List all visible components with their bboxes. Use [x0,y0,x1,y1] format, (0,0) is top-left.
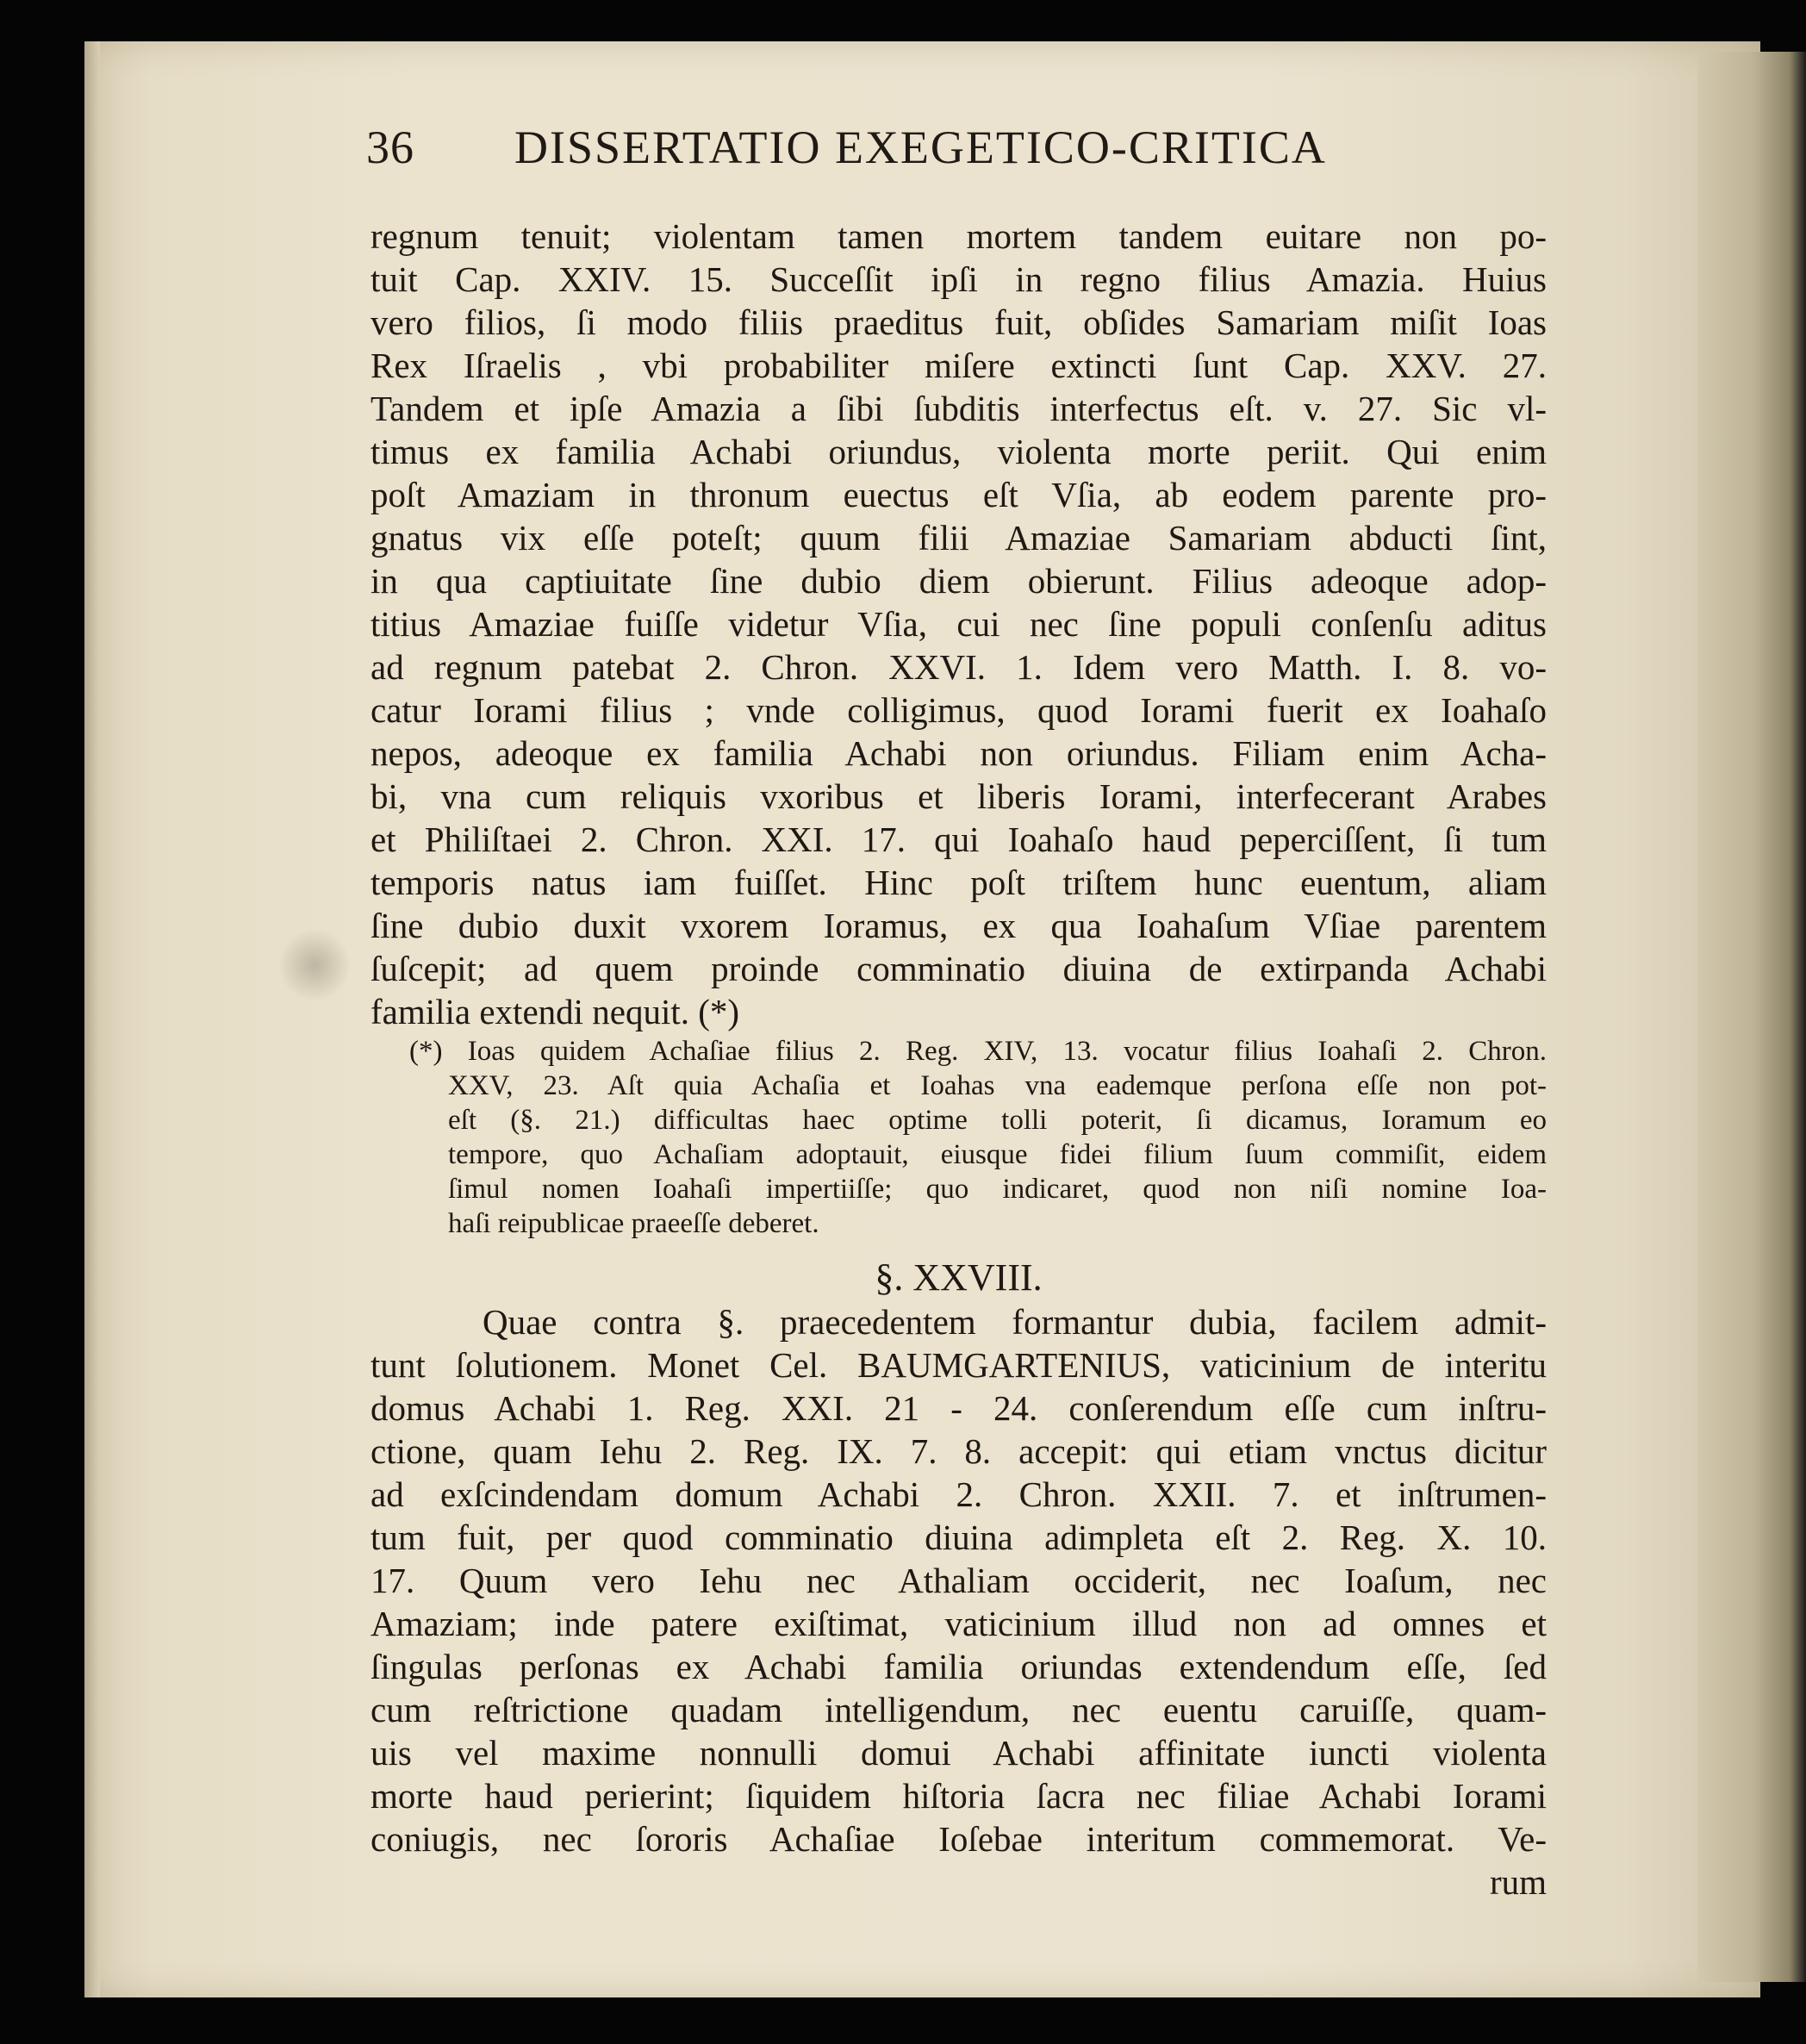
text-line: catur Iorami filius ; vnde colligimus, quod Iorami fuerit ex Ioahaſo [371,690,1547,730]
running-header [366,121,1400,190]
text-line: bi, vna cum reliquis vxoribus et liberis Iorami, interfecerant Arabes [371,776,1547,816]
text-line: tum fuit, per quod comminatio diuina adimpleta eſt 2. Reg. X. 10. [371,1517,1547,1557]
text-line: domus Achabi 1. Reg. XXI. 21 - 24. conſerendum eſſe cum inſtru- [371,1388,1547,1428]
text-line: in qua captiuitate ſine dubio diem obierunt. Filius adeoque adop- [371,561,1547,601]
text-line: cum reſtrictione quadam intelligendum, nec euentu caruiſſe, quam- [371,1690,1547,1729]
section-heading: §. XXVIII. [875,1256,1043,1299]
text-line: gnatus vix eſſe poteſt; quum filii Amaziae Samariam abducti ſint, [371,518,1547,558]
text-line: tuit Cap. XXIV. 15. Succeſſit ipſi in regno filius Amazia. Huius [371,259,1547,299]
text-line: familia extendi nequit. (*) [371,992,740,1031]
footnote-line: tempore, quo Achaſiam adoptauit, eiusque fidei filium ſuum commiſit, eidem [448,1139,1547,1170]
page-left-edge [84,41,100,1997]
text-line: ſingulas perſonas ex Achabi familia oriundas extendendum eſſe, ſed [371,1647,1547,1686]
text-line: 17. Quum vero Iehu nec Athaliam occiderit, nec Ioaſum, nec [371,1561,1547,1600]
text-line: titius Amaziae fuiſſe videtur Vſia, cui nec ſine populi conſenſu aditus [371,604,1547,644]
text-line: uis vel maxime nonnulli domui Achabi affinitate iuncti violenta [371,1733,1547,1773]
footnote-line: (*) Ioas quidem Achaſiae filius 2. Reg. XIV, 13. vocatur filius Ioahaſi 2. Chron. [409,1036,1547,1067]
footnote-line: eſt (§. 21.) difficultas haec optime tolli poterit, ſi dicamus, Ioramum eo [448,1105,1547,1136]
text-line: ctione, quam Iehu 2. Reg. IX. 7. 8. accepit: qui etiam vnctus dicitur [371,1431,1547,1471]
text-line: Amaziam; inde patere exiſtimat, vaticinium illud non ad omnes et [371,1604,1547,1643]
text-line: tunt ſolutionem. Monet Cel. BAUMGARTENIUS, vaticinium de interitu [371,1345,1547,1385]
text-line: temporis natus iam fuiſſet. Hinc poſt triſtem hunc euentum, aliam [371,863,1547,902]
text-line: ad exſcindendam domum Achabi 2. Chron. XXII. 7. et inſtrumen- [371,1474,1547,1514]
text-line: regnum tenuit; violentam tamen mortem tandem euitare non po- [371,216,1547,256]
page-number: 36 [366,122,414,173]
text-line: ad regnum patebat 2. Chron. XXVI. 1. Idem vero Matth. I. 8. vo- [371,647,1547,687]
text-line: vero filios, ſi modo filiis praeditus fuit, obſides Samariam miſit Ioas [371,302,1547,342]
footnote-line: XXV, 23. Aſt quia Achaſia et Ioahas vna eademque perſona eſſe non pot- [448,1070,1547,1101]
catchword: rum [1489,1862,1547,1902]
text-line: Tandem et ipſe Amazia a ſibi ſubditis interfectus eſt. v. 27. Sic vl- [371,389,1547,428]
text-line: poſt Amaziam in thronum euectus eſt Vſia, ab eodem parente pro- [371,475,1547,514]
page-stain [280,926,349,1004]
text-line: ſine dubio duxit vxorem Ioramus, ex qua Ioahaſum Vſiae parentem [371,906,1547,945]
text-line: timus ex familia Achabi oriundus, violenta morte periit. Qui enim [371,432,1547,471]
running-title: DISSERTATIO EXEGETICO-CRITICA [514,122,1327,173]
text-line: morte haud perierint; ſiquidem hiſtoria ſacra nec filiae Achabi Iorami [371,1776,1547,1816]
text-line: Quae contra §. praecedentem formantur dubia, facilem admit- [483,1302,1547,1342]
text-line: Rex Iſraelis , vbi probabiliter miſere extincti ſunt Cap. XXV. 27. [371,346,1547,385]
footnote-line: haſi reipublicae praeeſſe deberet. [448,1208,819,1239]
facing-page-edge [1697,52,1806,1982]
text-line: et Philiſtaei 2. Chron. XXI. 17. qui Ioahaſo haud peperciſſent, ſi tum [371,819,1547,859]
text-line: coniugis, nec ſororis Achaſiae Ioſebae interitum commemorat. Ve- [371,1819,1547,1859]
text-line: nepos, adeoque ex familia Achabi non oriundus. Filiam enim Acha- [371,733,1547,773]
text-line: ſuſcepit; ad quem proinde comminatio diuina de extirpanda Achabi [371,949,1547,988]
footnote-line: ſimul nomen Ioahaſi impertiiſſe; quo indicaret, quod non niſi nomine Ioa- [448,1174,1547,1205]
